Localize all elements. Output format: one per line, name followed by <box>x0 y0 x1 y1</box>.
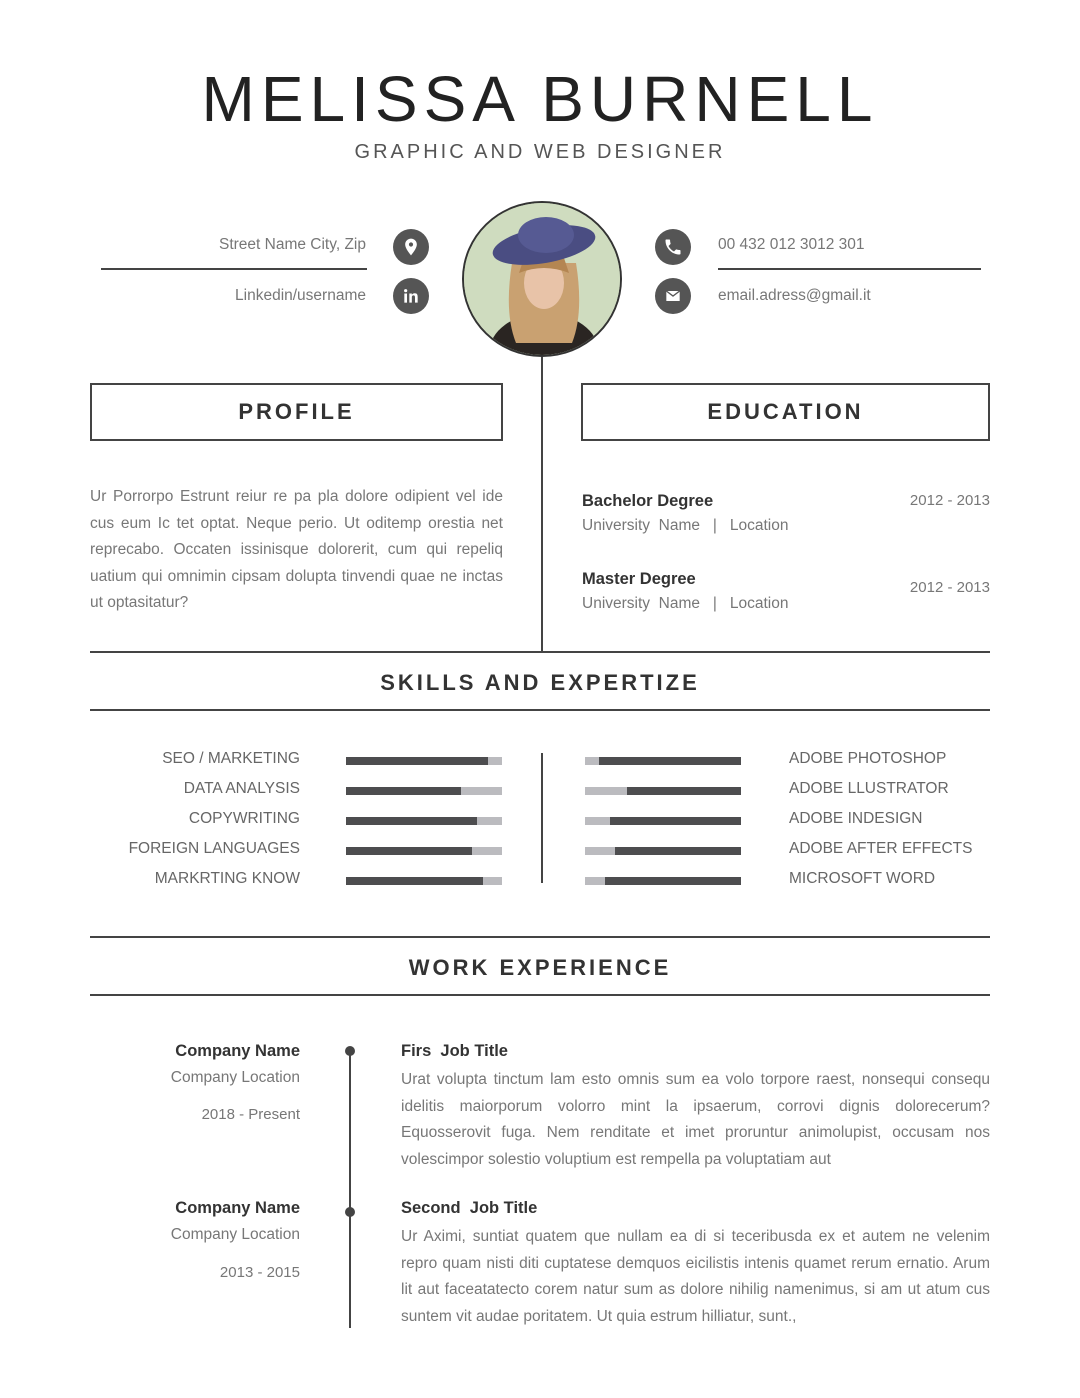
mail-icon <box>655 278 691 314</box>
education-school: University Name | Location <box>582 595 789 612</box>
skills-heading: SKILLS AND EXPERTIZE <box>380 670 700 695</box>
skills-rule-bottom <box>90 709 990 711</box>
skill-label: COPYWRITING <box>188 810 300 827</box>
skill-bar-track <box>585 787 741 795</box>
timeline-dot <box>345 1207 355 1217</box>
job-dates: 2018 - Present <box>201 1106 300 1123</box>
work-rule-top <box>90 936 990 938</box>
education-school: University Name | Location <box>582 517 789 534</box>
timeline-dot <box>345 1046 355 1056</box>
skill-bar-track <box>585 847 741 855</box>
skill-bar-fill <box>615 847 741 855</box>
skill-label: ADOBE LLUSTRATOR <box>789 780 949 797</box>
education-degree: Master Degree <box>582 570 696 588</box>
skill-bar-track <box>346 757 502 765</box>
education-degree: Bachelor Degree <box>582 492 714 510</box>
phone-icon <box>655 229 691 265</box>
skill-bar-fill <box>610 817 741 825</box>
skill-label: ADOBE AFTER EFFECTS <box>789 840 973 857</box>
center-divider <box>541 357 543 652</box>
skill-label: FOREIGN LANGUAGES <box>128 840 300 857</box>
job-dates: 2013 - 2015 <box>219 1264 300 1281</box>
work-heading: WORK EXPERIENCE <box>408 955 672 980</box>
candidate-title: GRAPHIC AND WEB DESIGNER <box>354 141 726 163</box>
skill-bar-fill <box>346 817 477 825</box>
skill-bar-fill <box>346 877 483 885</box>
skill-bar-track <box>346 847 502 855</box>
skill-bar-track <box>585 817 741 825</box>
education-years: 2012 - 2013 <box>909 492 990 509</box>
company-location: Company Location <box>170 1226 300 1243</box>
linkedin-icon[interactable] <box>393 278 429 314</box>
contact-divider-left <box>101 268 367 270</box>
email-text[interactable]: email.adress@gmail.it <box>718 287 871 304</box>
education-years: 2012 - 2013 <box>909 579 990 596</box>
skill-bar-fill <box>627 787 741 795</box>
skill-bar-track <box>585 757 741 765</box>
company-name: Company Name <box>175 1042 300 1060</box>
address-text: Street Name City, Zip <box>218 236 366 253</box>
phone-text: 00 432 012 3012 301 <box>718 236 865 253</box>
skill-bar-fill <box>599 757 741 765</box>
education-heading: EDUCATION <box>581 383 990 441</box>
profile-photo <box>462 201 622 357</box>
skill-bar-fill <box>346 757 488 765</box>
skill-bar-fill <box>346 787 461 795</box>
skill-label: ADOBE INDESIGN <box>789 810 923 827</box>
skill-bar-track <box>346 877 502 885</box>
job-description: Urat volupta tinctum lam esto omnis sum ea volo torpore raest, nonsequi consequ idelitis maiorporum volorro mint la ipsaerum, corrovi dignis dolorecerum? Equosserovit fuga. Nem renditate et imet proruntur animolupist, occusam nos volescimpor solestio voluptium est rempella pa voluptatiam aut <box>401 1071 990 1168</box>
skill-bar-track <box>585 877 741 885</box>
skill-label: SEO / MARKETING <box>162 750 300 767</box>
skills-rule-top <box>90 651 990 653</box>
skill-label: ADOBE PHOTOSHOP <box>789 750 947 767</box>
skill-label: MICROSOFT WORD <box>789 870 936 887</box>
candidate-name: MELISSA BURNELL <box>201 63 879 135</box>
contact-divider-right <box>718 268 981 270</box>
skill-bar-track <box>346 787 502 795</box>
skills-divider <box>541 753 543 883</box>
skill-bar-fill <box>346 847 472 855</box>
company-name: Company Name <box>175 1199 300 1217</box>
work-timeline-line <box>349 1050 351 1328</box>
skill-bar-fill <box>605 877 741 885</box>
work-rule-bottom <box>90 994 990 996</box>
skill-bar-track <box>346 817 502 825</box>
job-title: Firs Job Title <box>401 1042 508 1060</box>
profile-text: Ur Porrorpo Estrunt reiur re pa pla dolore odipient vel ide cus eum Ic tet optat. Neque perio. Ut oditemp orestia net reprecabo. Occaten issinisque dolorerit, cum qui repeliq uatium qui omnimin cipsam dolupta tinvendi quae ne inctas ut optasitatur? <box>90 488 503 611</box>
job-title: Second Job Title <box>401 1199 538 1217</box>
job-description: Ur Aximi, suntiat quatem que nullam ea di si teceribusda ex et autem ne velenim repro quam nisti diti cuptatese demquos eicilistis intenis quamet rerum ernatio. Arum lit aut faceatatecto corem natur sum as dolore nihilig namenimus, si am ut atum cus suntem vit audae poritatem. Ut quia estrum hilliatur, sunt., <box>401 1228 990 1325</box>
company-location: Company Location <box>170 1069 300 1086</box>
profile-heading: PROFILE <box>90 383 503 441</box>
location-pin-icon <box>393 229 429 265</box>
linkedin-text: Linkedin/username <box>235 287 366 304</box>
skill-label: DATA ANALYSIS <box>183 780 300 797</box>
skill-label: MARKRTING KNOW <box>154 870 300 887</box>
